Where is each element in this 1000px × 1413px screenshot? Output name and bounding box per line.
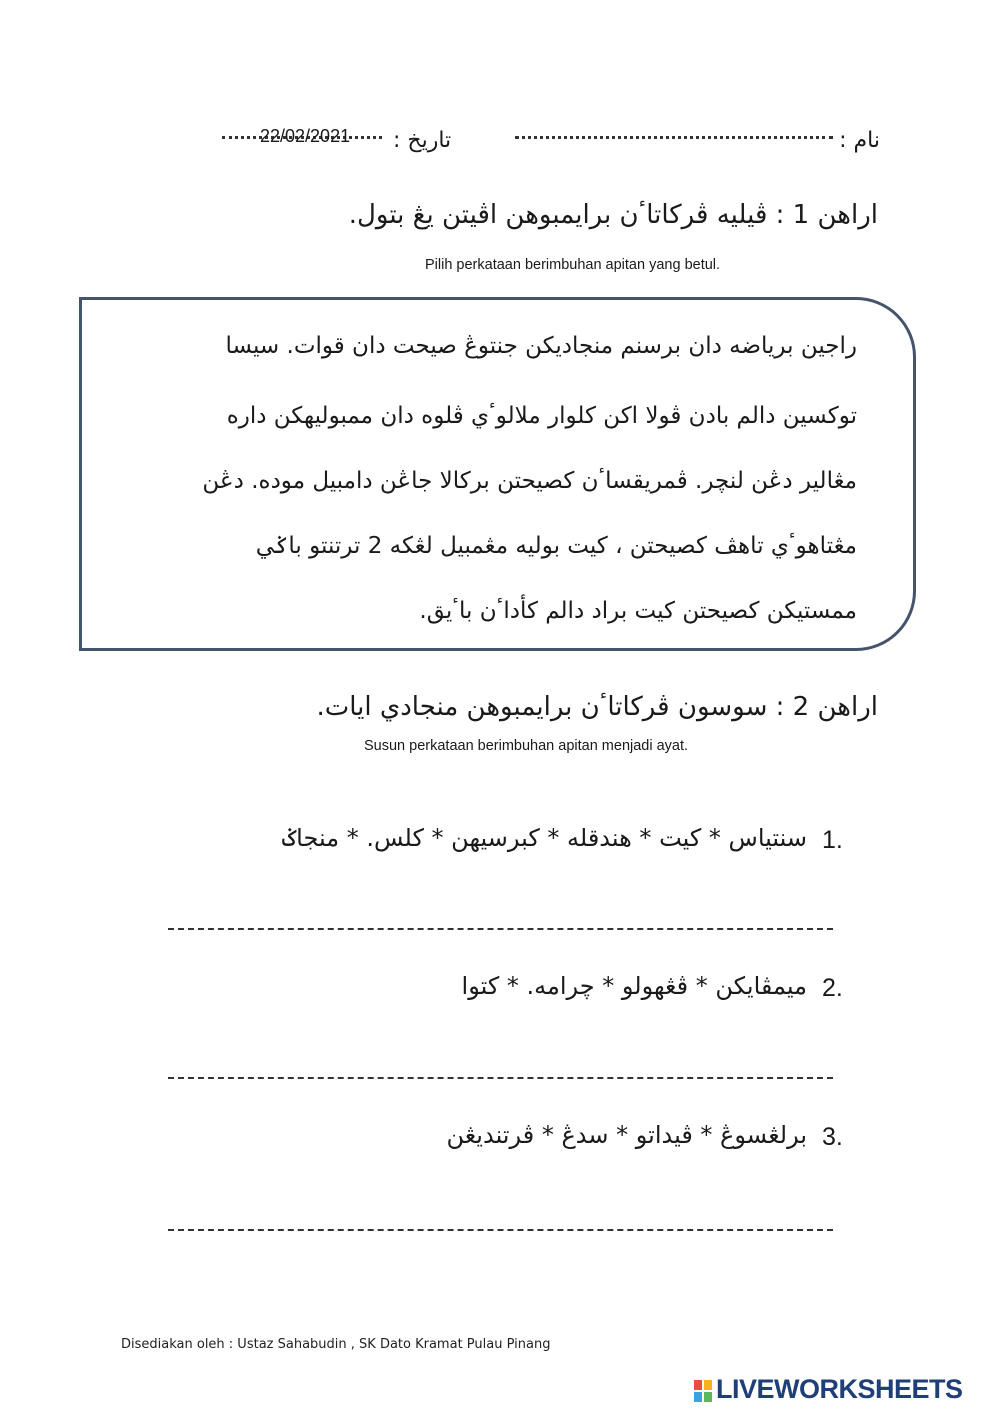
- exercise1-subtitle: Pilih perkataan berimbuhan apitan yang betul.: [425, 257, 721, 273]
- question-text: ميمڤايکن * ڤڠهولو * چرامه. * کتوا: [461, 972, 807, 1000]
- answer-line-3[interactable]: [168, 1229, 833, 1231]
- passage-line: مڠتاهوٴي تاهڤ کصيحتن ، کيت بوليه مڠمبيل لڠکه 2 ترتنتو باݢي: [255, 533, 857, 559]
- exercise2-subtitle: Susun perkataan berimbuhan apitan menjadi ayat.: [364, 738, 689, 754]
- date-value: 22/02/2021: [260, 126, 351, 146]
- exercise2-title: اراهن 2 : سوسون ڤركاتاٴن برايمبوهن منجادي ايات.: [316, 692, 878, 722]
- passage-line: توکسين دالم بادن ڤولا اکن کلوار ملالوٴي ڤلوه دان ممبوليهکن داره: [226, 403, 857, 429]
- passage-line: ممستيکن کصيحتن کيت براد دالم کأداٴن باٴيق.: [419, 598, 857, 624]
- passage-line: راجين برياضه دان برسنم منجاديکن جنتوڠ صيحت دان قوات. سيسا: [225, 333, 857, 359]
- date-label: تاريخ :: [393, 128, 452, 153]
- answer-line-2[interactable]: [168, 1077, 833, 1079]
- exercise1-title: اراهن 1 : ڤيليه ڤركاتاٴن برايمبوهن اڤيتن يڠ بتول.: [348, 200, 878, 230]
- question-text: برلڠسوڠ * ڤيداتو * سدڠ * ڤرتنديڠن: [446, 1121, 807, 1149]
- question-number: 1.: [822, 826, 843, 854]
- question-number: 2.: [822, 974, 843, 1002]
- footer-credit: Disediakan oleh : Ustaz Sahabudin , SK Dato Kramat Pulau Pinang: [121, 1337, 551, 1352]
- name-field[interactable]: [515, 136, 833, 139]
- passage-line: مڠالير دڠن لنچر. ڤمريقساٴن کصيحتن برکالا جاڠن دامبيل موده. دڠن: [202, 468, 857, 494]
- brand-grid-icon: [694, 1380, 712, 1402]
- question-number: 3.: [822, 1123, 843, 1151]
- name-label: نام :: [839, 128, 880, 153]
- question-text: سنتياس * کيت * هندقله * کبرسيهن * کلس. * منجاݢ: [282, 824, 807, 852]
- brand-name: LIVEWORKSHEETS: [716, 1374, 963, 1404]
- answer-line-1[interactable]: [168, 928, 833, 930]
